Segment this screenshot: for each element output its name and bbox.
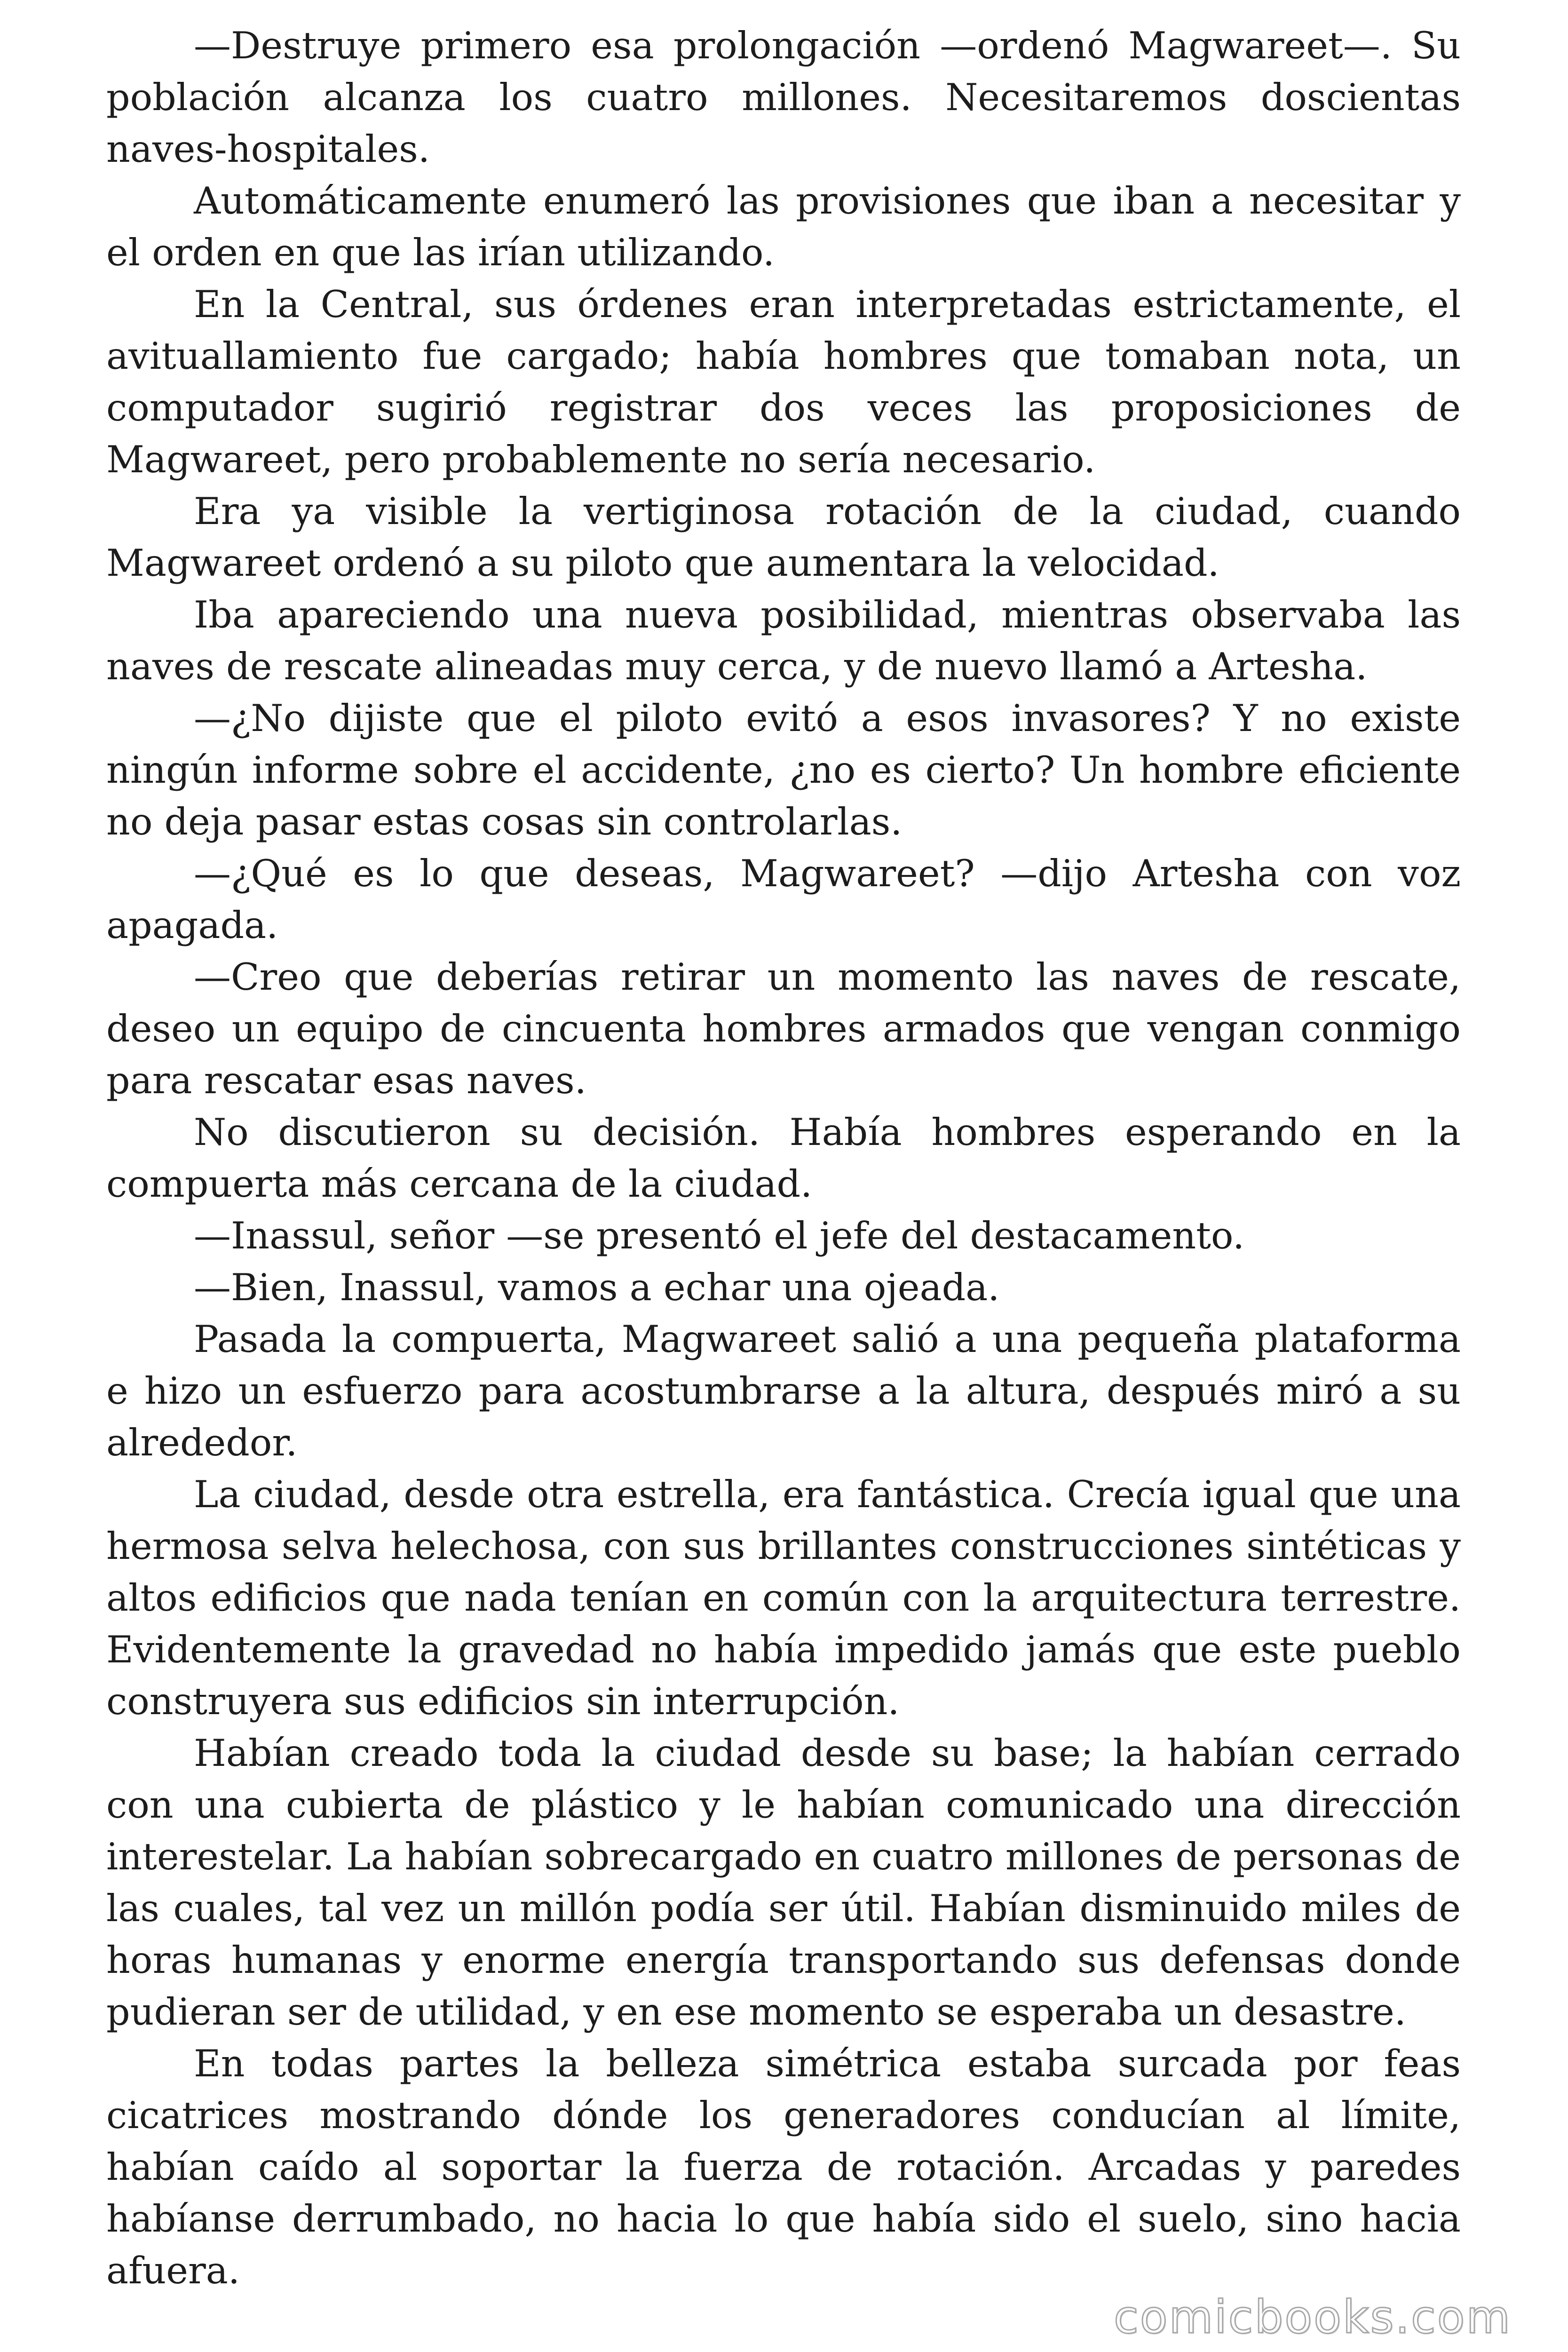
watermark: comicbooks.com bbox=[1113, 2291, 1512, 2344]
paragraph: Era ya visible la vertiginosa rotación de la ciudad, cuando Magwareet ordenó a su piloto que aumentara la velocidad. bbox=[106, 490, 1461, 585]
paragraph: —Inassul, señor —se presentó el jefe del destacamento. bbox=[194, 1214, 1245, 1257]
page-text bbox=[106, 20, 1461, 2296]
paragraph: En la Central, sus órdenes eran interpretadas estrictamente, el avituallamiento fue cargado; había hombres que tomaban nota, un computador sugirió registrar dos veces las proposiciones de Magwareet, pero probablemente no sería necesario. bbox=[106, 283, 1461, 481]
paragraph: Pasada la compuerta, Magwareet salió a una pequeña plataforma e hizo un esfuerzo para acostumbrarse a la altura, después miró a su alrededor. bbox=[106, 1318, 1461, 1464]
paragraph: La ciudad, desde otra estrella, era fantástica. Crecía igual que una hermosa selva helechosa, con sus brillantes construcciones sintéticas y altos edificios que nada tenían en común con la arquitectura terrestre. Evidentemente la gravedad no había impedido jamás que este pueblo construyera sus edificios sin interrupción. bbox=[106, 1473, 1461, 1723]
paragraph: Automáticamente enumeró las provisiones que iban a necesitar y el orden en que las irían utilizando. bbox=[106, 179, 1461, 274]
paragraph: En todas partes la belleza simétrica estaba surcada por feas cicatrices mostrando dónde los generadores conducían al límite, habían caído al soportar la fuerza de rotación. Arcadas y paredes habíanse derrumbado, no hacia lo que había sido el suelo, sino hacia afuera. bbox=[106, 2042, 1461, 2292]
paragraph: No discutieron su decisión. Había hombres esperando en la compuerta más cercana de la ciudad. bbox=[106, 1111, 1461, 1206]
paragraph: —Creo que deberías retirar un momento las naves de rescate, deseo un equipo de cincuenta hombres armados que vengan conmigo para rescatar esas naves. bbox=[106, 955, 1461, 1102]
paragraph: Habían creado toda la ciudad desde su base; la habían cerrado con una cubierta de plástico y le habían comunicado una dirección interestelar. La habían sobrecargado en cuatro millones de personas de las cuales, tal vez un millón podía ser útil. Habían disminuido miles de horas humanas y enorme energía transportando sus defensas donde pudieran ser de utilidad, y en ese momento se esperaba un desastre. bbox=[106, 1732, 1461, 2034]
paragraph: Iba apareciendo una nueva posibilidad, mientras observaba las naves de rescate alineadas muy cerca, y de nuevo llamó a Artesha. bbox=[106, 593, 1461, 688]
paragraph: —Bien, Inassul, vamos a echar una ojeada. bbox=[194, 1266, 1000, 1309]
paragraph: —Destruye primero esa prolongación —ordenó Magwareet—. Su población alcanza los cuatro millones. Necesitaremos doscientas naves-hospitales. bbox=[106, 24, 1461, 171]
paragraph: —¿Qué es lo que deseas, Magwareet? —dijo Artesha con voz apagada. bbox=[106, 852, 1461, 947]
paragraph: —¿No dijiste que el piloto evitó a esos invasores? Y no existe ningún informe sobre el accidente, ¿no es cierto? Un hombre eficiente no deja pasar estas cosas sin controlarlas. bbox=[106, 697, 1461, 843]
